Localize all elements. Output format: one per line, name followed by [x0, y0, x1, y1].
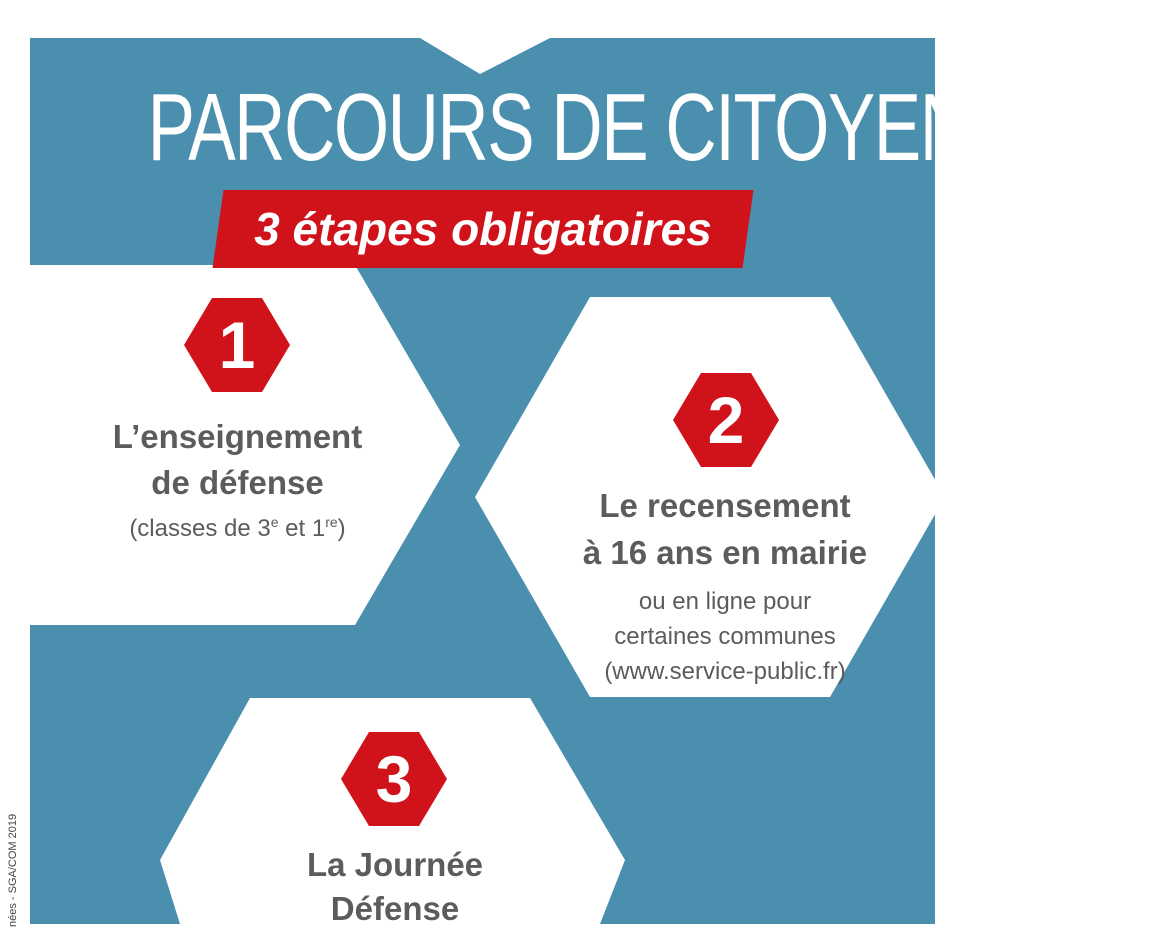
step-1-note-sup1: e [270, 514, 279, 530]
step-2-note-line3: (www.service-public.fr) [604, 658, 846, 685]
step-1-number: 1 [218, 308, 256, 382]
step-1-note-pre: (classes de 3 [129, 515, 271, 542]
step-2-note-line1: ou en ligne pour [638, 588, 812, 615]
step-2-heading-line1: Le recensement [599, 487, 851, 524]
step-3-number: 3 [375, 742, 413, 816]
step-2-number: 2 [707, 383, 745, 457]
credit-text: nées - SGA/COM 2019 [7, 813, 19, 927]
step-3-heading-line1: La Journée [306, 846, 484, 883]
subtitle: 3 étapes obligatoires [254, 203, 712, 255]
page-title: PARCOURS DE CITOYENNETÉ [147, 74, 1153, 181]
step-2-note-line2: certaines communes [614, 623, 836, 650]
step-3-heading-line2: Défense [330, 890, 460, 927]
step-1-note-sup2: re [325, 514, 338, 530]
step-1-note-mid: et 1 [278, 515, 326, 542]
step-1-note [60, 504, 415, 547]
step-1-heading-line2: de défense [151, 464, 324, 501]
step-2-heading-line2: à 16 ans en mairie [582, 534, 868, 571]
step-1-heading-line1: L’enseignement [112, 418, 363, 455]
step-1-note-post: ) [337, 515, 346, 542]
